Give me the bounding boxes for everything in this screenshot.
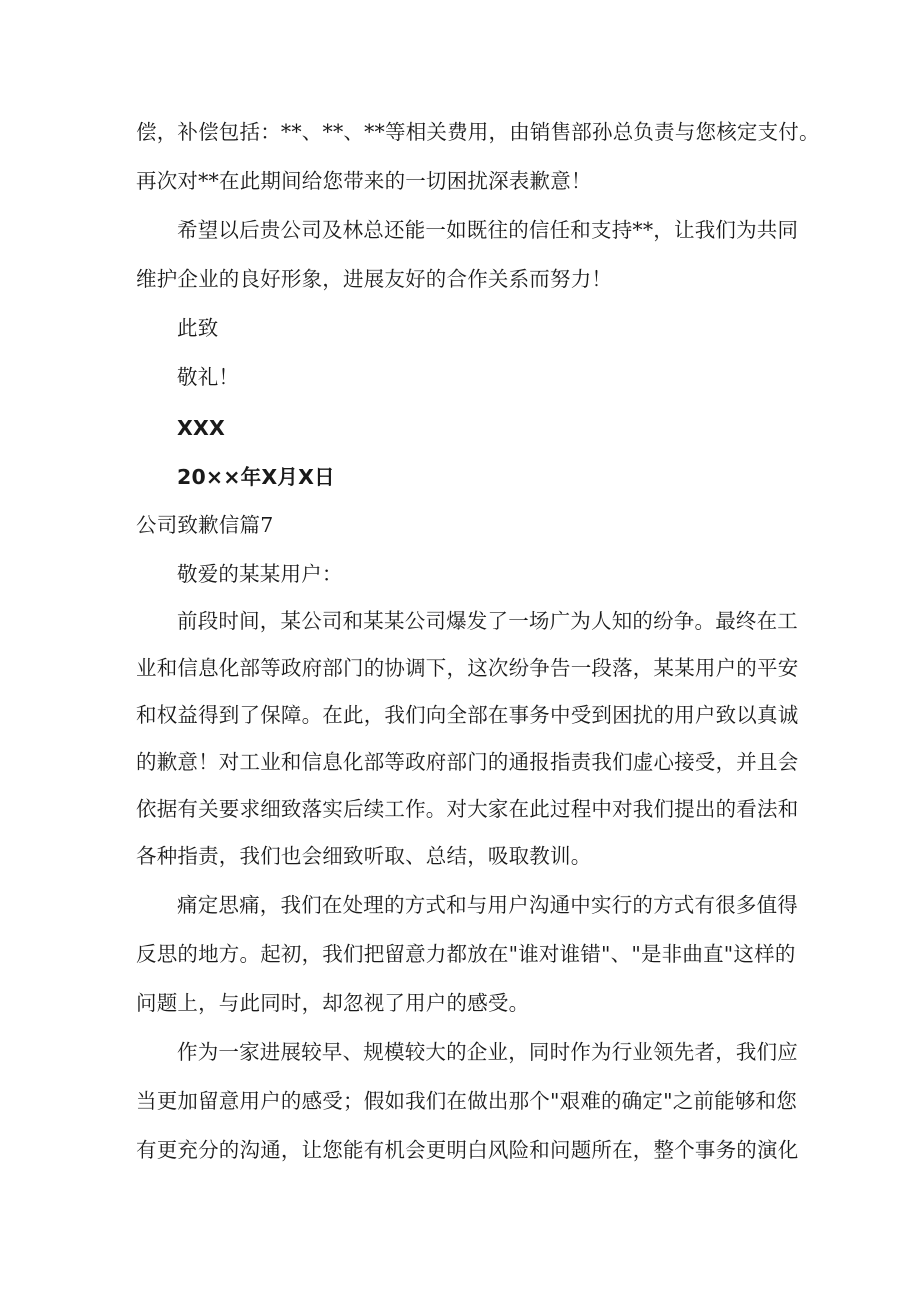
paragraph-2-line-3: 问题上，与此同时，却忽视了用户的感受。 bbox=[136, 991, 530, 1015]
paragraph-1-line-4: 的歉意！对工业和信息化部等政府部门的通报指责我们虚心接受，并且会 bbox=[136, 750, 799, 774]
paragraph-2-line-2: 反思的地方。起初，我们把留意力都放在"谁对谁错"、"是非曲直"这样的 bbox=[136, 942, 796, 966]
paragraph-3-line-3: 有更充分的沟通，让您能有机会更明白风险和问题所在，整个事务的演化 bbox=[136, 1138, 799, 1162]
closing-phrase: 此致 bbox=[177, 316, 219, 340]
paragraph-1-line-3: 和权益得到了保障。在此，我们向全部在事务中受到困扰的用户致以真诚 bbox=[136, 703, 799, 727]
hope-paragraph-line-2: 维护企业的良好形象，进展友好的合作关系而努力！ bbox=[136, 267, 613, 291]
paragraph-1-line-1: 前段时间，某公司和某某公司爆发了一场广为人知的纷争。最终在工 bbox=[177, 609, 798, 633]
section-title: 公司致歉信篇7 bbox=[136, 513, 274, 537]
signature-date: 20××年X月X日 bbox=[177, 465, 335, 489]
paragraph-1-line-6: 各种指责，我们也会细致听取、总结，吸取教训。 bbox=[136, 844, 592, 868]
continuation-line-1: 偿，补偿包括：**、**、**等相关费用，由销售部孙总负责与您核定支付。 bbox=[136, 120, 820, 144]
signature: XXX bbox=[177, 416, 226, 440]
paragraph-3-line-2: 当更加留意用户的感受；假如我们在做出那个"艰难的确定"之前能够和您 bbox=[136, 1089, 797, 1113]
paragraph-3-line-1: 作为一家进展较早、规模较大的企业，同时作为行业领先者，我们应 bbox=[177, 1040, 798, 1064]
continuation-line-2: 再次对**在此期间给您带来的一切困扰深表歉意！ bbox=[136, 169, 592, 193]
paragraph-1-line-5: 依据有关要求细致落实后续工作。对大家在此过程中对我们提出的看法和 bbox=[136, 797, 799, 821]
salutation: 敬爱的某某用户： bbox=[177, 562, 343, 586]
hope-paragraph-line-1: 希望以后贵公司及林总还能一如既往的信任和支持**，让我们为共同 bbox=[177, 218, 799, 242]
closing-salute: 敬礼！ bbox=[177, 365, 240, 389]
paragraph-1-line-2: 业和信息化部等政府部门的协调下，这次纷争告一段落，某某用户的平安 bbox=[136, 656, 799, 680]
paragraph-2-line-1: 痛定思痛，我们在处理的方式和与用户沟通中实行的方式有很多值得 bbox=[177, 893, 798, 917]
